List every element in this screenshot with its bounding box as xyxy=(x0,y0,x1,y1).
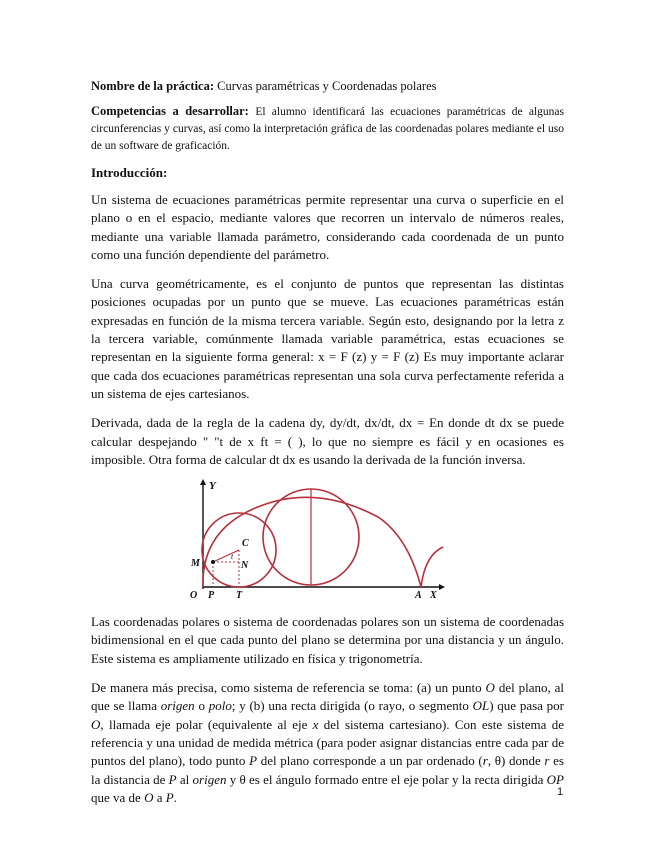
label-p: P xyxy=(208,590,215,602)
label-y: Y xyxy=(209,480,216,493)
page-number: 1 xyxy=(557,786,564,798)
radius-to-m xyxy=(213,550,239,562)
polar-p2-text-6: , llamada eje polar (equivalente al eje xyxy=(100,716,313,732)
polar-p2-o: O xyxy=(485,680,495,696)
polar-p2-text-5: ) que pasa por xyxy=(489,698,565,714)
practice-value: Curvas paramétricas y Coordenadas polares xyxy=(217,79,437,93)
label-x: X xyxy=(430,590,437,602)
label-c: C xyxy=(242,538,249,550)
practice-name-line xyxy=(91,78,564,94)
polar-p2-op: OP xyxy=(546,771,565,787)
competencies-line xyxy=(91,103,564,154)
polar-p2-polo: polo xyxy=(208,698,232,714)
label-a: A xyxy=(415,590,422,602)
point-m xyxy=(211,560,215,564)
polar-p2-origen-2: origen xyxy=(192,771,227,787)
polar-p2-text-9: , θ) donde xyxy=(487,753,545,769)
x-axis-arrow xyxy=(439,584,445,590)
label-t-angle: t xyxy=(231,552,234,562)
polar-p2-text-11: al xyxy=(176,771,193,787)
polar-p2-text-1: De manera más precisa, como sistema de referencia se toma: (a) un punto xyxy=(91,680,486,696)
polar-p2-text-15: . xyxy=(173,789,177,805)
polar-p2-x: x xyxy=(312,716,319,732)
polar-p2-text-3: o xyxy=(194,698,209,714)
polar-p2-o-3: O xyxy=(144,789,154,805)
polar-p2-text-4: ; y (b) una recta dirigida (o rayo, o segmento xyxy=(231,698,473,714)
intro-heading: Introducción: xyxy=(91,165,168,180)
competencies-label: Competencias a desarrollar: xyxy=(91,104,249,118)
polar-p2-origen: origen xyxy=(160,698,195,714)
page-content xyxy=(91,78,564,807)
label-o: O xyxy=(190,590,198,602)
polar-paragraph-2 xyxy=(91,679,564,807)
polar-p2-text-7: del sistema cartesiano). Con este sistema de referencia y una unidad de medida métrica (para poder asignar distancias entre cada par de puntos del plano), todo punto xyxy=(91,716,564,769)
intro-paragraph-2: Una curva geométricamente, es el conjunto de puntos que representan las distintas posiciones ocupadas por un punto que se mueve. Las ecuaciones paramétricas están expresadas en función de la misma tercera variable. Según esto, designando por la letra z la tercera variable, comúnmente llamada variable paramétrica, estas ecuaciones se representan en la siguiente forma general: x = F (z) y = F (z) Es muy importante aclarar que cada dos ecuaciones paramétricas representan una sola curva perfectamente referida a un sistema de ejes cartesianos. xyxy=(91,276,564,401)
polar-p2-text-14: a xyxy=(153,789,166,805)
polar-p2-p-3: P xyxy=(165,789,174,805)
practice-label: Nombre de la práctica: xyxy=(91,79,215,93)
polar-p2-p: P xyxy=(249,753,258,769)
polar-p2-r: r xyxy=(482,753,488,769)
y-axis-arrow xyxy=(200,479,206,485)
cycloid-arc xyxy=(203,497,421,587)
polar-p2-o-2: O xyxy=(91,716,101,732)
polar-p2-text-13: que va de xyxy=(91,789,145,805)
polar-p2-text-8: del plano corresponde a un par ordenado ( xyxy=(257,753,483,769)
cycloid-diagram xyxy=(190,477,443,602)
label-t: T xyxy=(236,590,243,602)
competencies-value: El alumno identificará las ecuaciones paramétricas de algunas circunferencias y curvas, así como la interpretación gráfica de las coordenadas polares mediante el uso de un software de graficación. xyxy=(91,106,564,152)
intro-paragraph-3: Derivada, dada de la regla de la cadena dy, dy/dt, dx/dt, dx = En donde dt dx se puede calcular despejando " "t de x ft = ( ), lo que no siempre es fácil y en ocasiones es imposible. Otra forma de calcular dt dx es usando la derivada de la función inversa. xyxy=(91,415,564,467)
polar-paragraph-1: Las coordenadas polares o sistema de coordenadas polares son un sistema de coordenadas bidimensional en el que cada punto del plano se determina por una distancia y un ángulo. Este sistema es ampliamente utilizado en física y trigonometría. xyxy=(91,614,564,666)
polar-p2-text-10: es la distancia de xyxy=(91,753,564,787)
cycloid-figure xyxy=(91,477,564,602)
cycloid-arc-next xyxy=(421,547,443,587)
polar-p2-text-2: del plano, al que se llama xyxy=(91,680,564,714)
label-n: N xyxy=(241,560,249,572)
intro-paragraph-1: Un sistema de ecuaciones paramétricas permite representar una curva o superficie en el plano o en el espacio, mediante valores que recorren un intervalo de números reales, mediante una variable llamada parámetro, considerando cada coordenada de un punto como una función dependiente del parámetro. xyxy=(91,192,564,262)
polar-p2-ol: OL xyxy=(472,698,490,714)
polar-p2-p-2: P xyxy=(168,771,177,787)
label-m: M xyxy=(191,558,200,570)
polar-p2-r-2: r xyxy=(544,753,550,769)
polar-p2-text-12: y θ es el ángulo formado entre el eje polar y la recta dirigida xyxy=(226,771,547,787)
